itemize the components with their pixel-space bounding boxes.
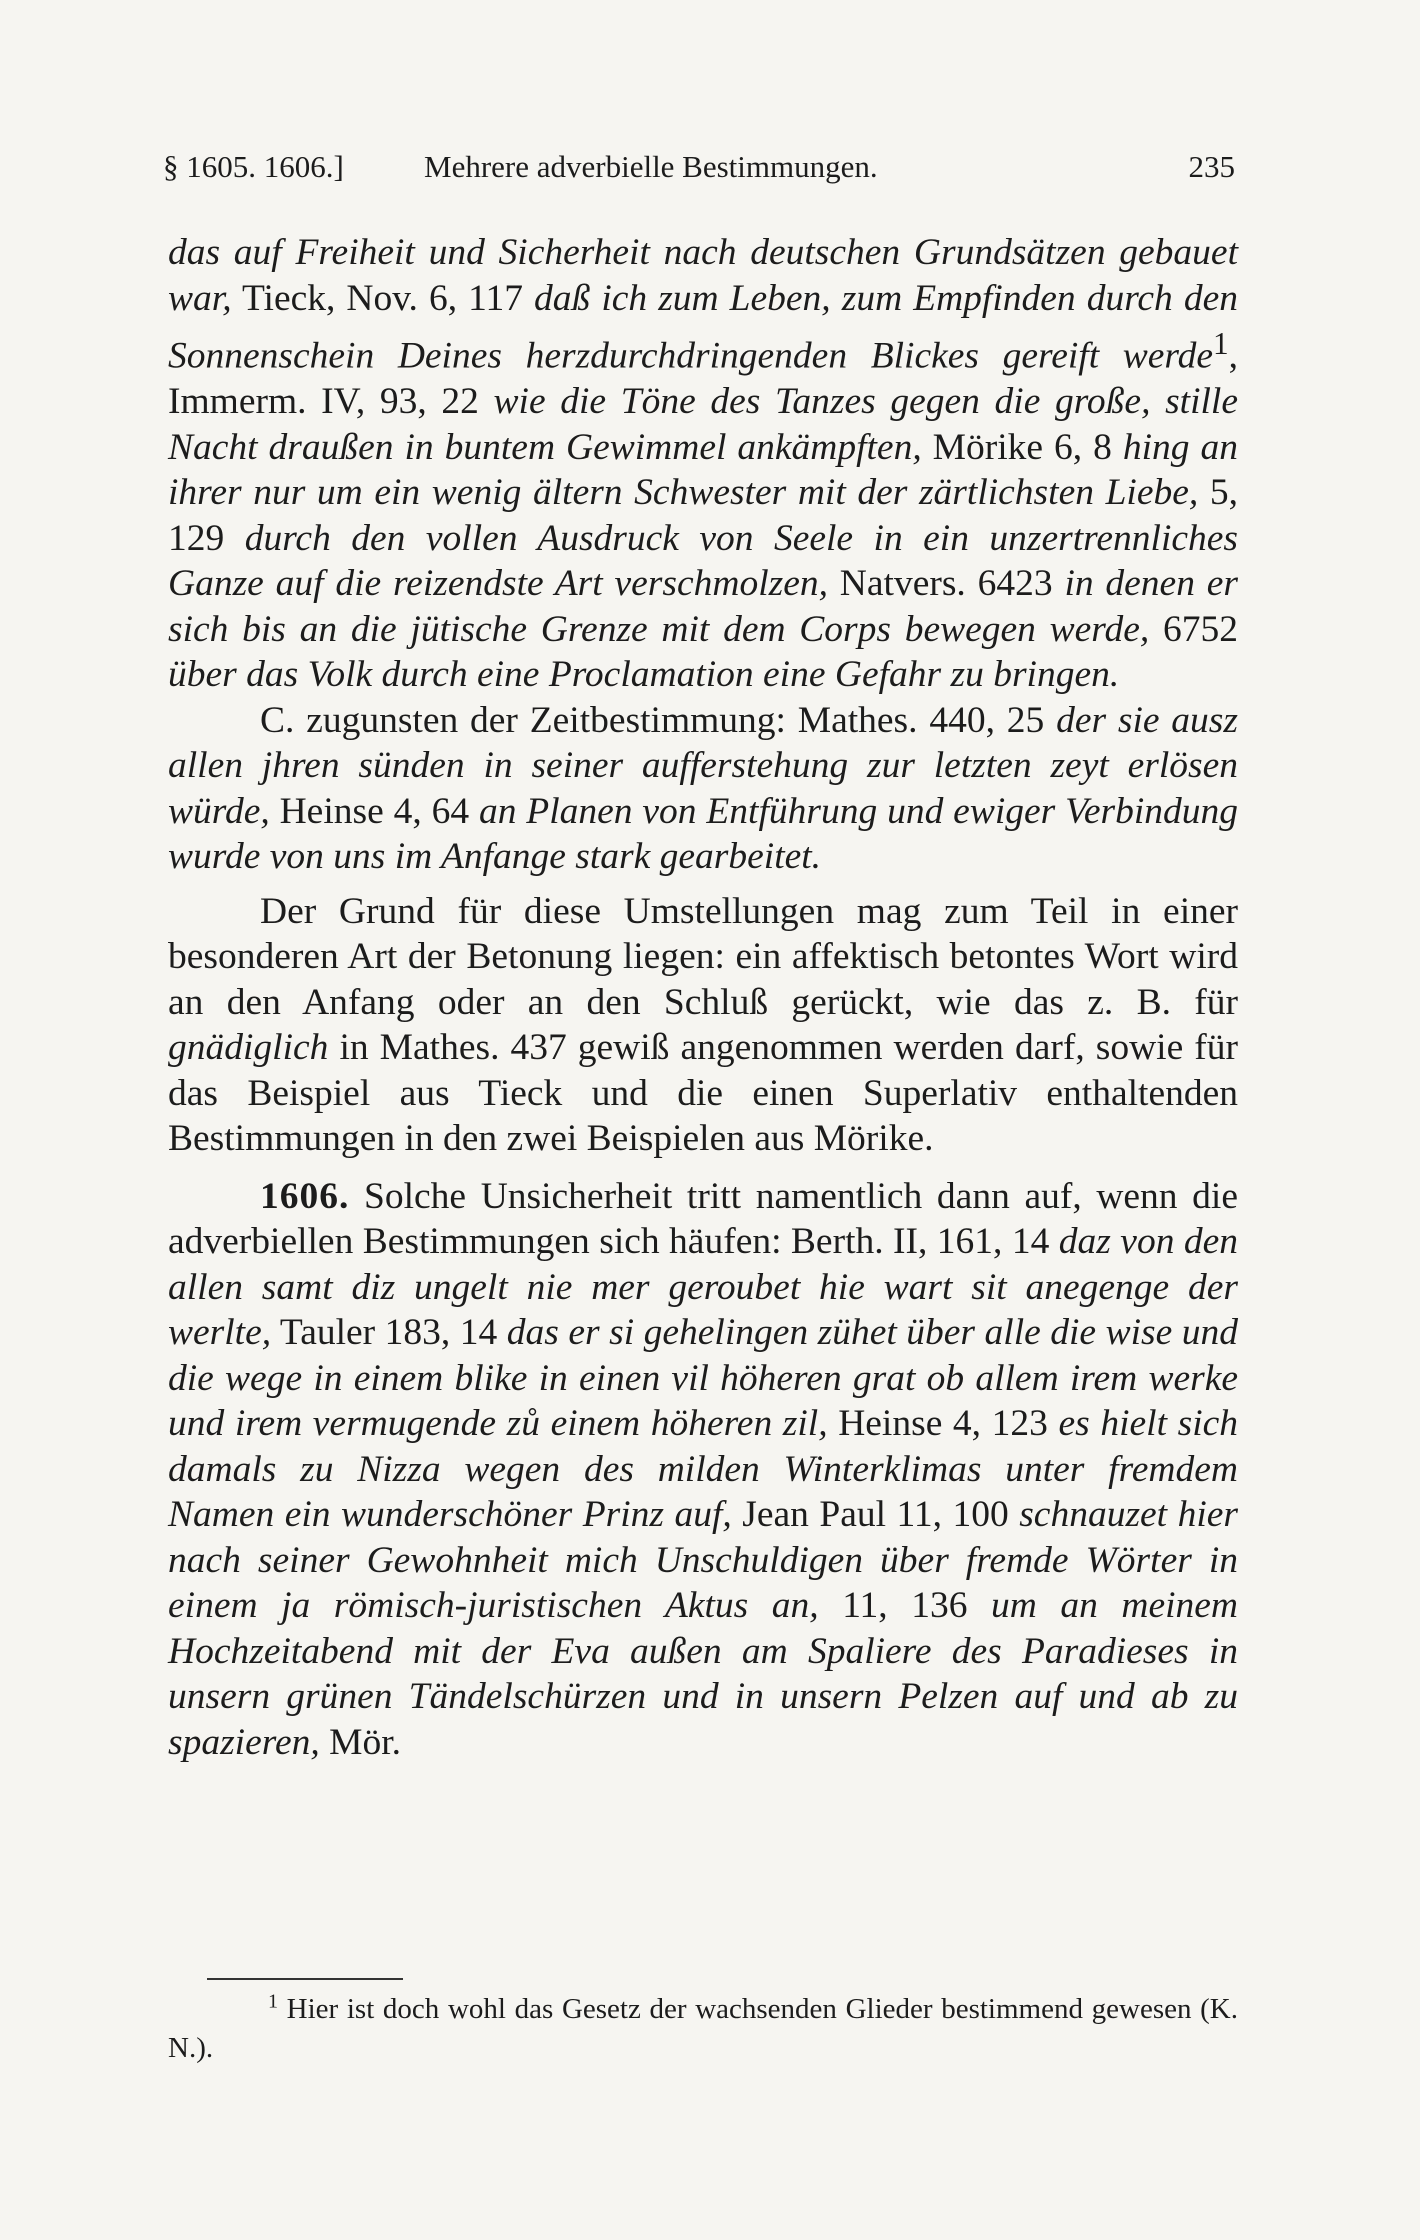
citation: Heinse 4, 64 — [269, 790, 479, 832]
citation: Tieck, Nov. 6, 117 — [231, 277, 535, 319]
footnote-text: Hier ist doch wohl das Gesetz der wachsenden Glieder bestimmend gewesen (K. N.). — [168, 1993, 1238, 2064]
section-reference: § 1605. 1606.] — [163, 149, 344, 184]
quote: über das Volk durch eine Proclamation eine Gefahr zu bringen. — [168, 654, 1120, 695]
paragraph-c-zeitbestimmung — [168, 698, 1238, 880]
main-text — [168, 230, 1238, 1765]
quote: in denen er sich bis an die jütische Grenze mit dem Corps bewegen werde, — [168, 563, 1239, 650]
paragraph-1606 — [168, 1174, 1238, 1766]
page-header — [163, 145, 1235, 189]
quote: an Planen von Entführung und ewiger Verbindung wurde von uns im Anfange stark gearbeitet. — [168, 790, 1239, 877]
emphasized-word: gnädiglich — [168, 1027, 329, 1068]
text-run: in Mathes. 437 gewiß angenommen werden darf, sowie für das Beispiel aus Tieck und die einen Superlativ enthaltenden Bestimmungen in den zwei Beispielen aus Mörike. — [168, 1027, 1238, 1159]
quote: durch den vollen Ausdruck von Seele in ein unzertrennliches Ganze auf die reizendste Art verschmolzen, — [168, 517, 1238, 604]
citation: Mörike 6, 8 — [921, 426, 1123, 468]
citation: Tauler 183, 14 — [271, 1312, 507, 1353]
quote: wie die Töne des Tanzes gegen die große, stille Nacht draußen in buntem Gewimmel ankämpften, — [168, 381, 1238, 468]
citation: 6752 — [1149, 608, 1239, 650]
quote: der sie ausz allen jhren sünden in seiner aufferstehung zur letzten zeyt erlösen würde, — [168, 699, 1238, 832]
citation: 11, 136 — [818, 1585, 991, 1626]
running-title: Mehrere adverbielle Bestimmungen. — [424, 149, 878, 184]
citation: Natvers. 6423 — [828, 563, 1065, 604]
quote: schnauzet hier nach seiner Gewohnheit mich Unschuldigen über fremde Wörter in einem ja römisch-juristischen Aktus an, — [168, 1494, 1238, 1626]
paragraph-grund — [168, 889, 1238, 1162]
footnote — [168, 1990, 1238, 2068]
paragraph-examples-continued — [168, 230, 1238, 698]
section-number: 1606. — [260, 1175, 350, 1217]
quote: hing an ihrer nur um ein wenig ältern Schwester mit der zärtlichsten Liebe, — [168, 426, 1238, 513]
footnote-divider — [207, 1978, 403, 1980]
quote: es hielt sich damals zu Nizza wegen des milden Winterklimas unter fremdem Namen ein wunderschöner Prinz auf, — [168, 1403, 1239, 1535]
page-number: 235 — [1188, 149, 1235, 184]
quote: daz von den allen samt diz ungelt nie mer geroubet hie wart sit anegenge der werlte, — [168, 1221, 1239, 1353]
citation: C. zugunsten der Zeitbestimmung: Mathes. 440, 25 — [260, 699, 1057, 741]
footnote-mark: 1 — [268, 1990, 278, 2013]
citation: Heinse 4, 123 — [827, 1403, 1059, 1444]
quote: das auf Freiheit und Sicherheit nach deutschen Grundsätzen gebauet war, — [168, 232, 1238, 319]
citation: , Immerm. IV, 93, 22 — [168, 335, 1238, 422]
text-run: Der Grund für diese Umstellungen mag zum Teil in einer besonderen Art der Betonung liegen: ein affektisch betontes Wort wird an den Anfang oder an den Schluß gerückt, wie das z. B. für — [168, 890, 1238, 1023]
quote: daß ich zum Leben, zum Empfinden durch den Sonnenschein Deines herzdurchdringenden Blickes gereift werde — [168, 277, 1238, 377]
citation: Jean Paul 11, 100 — [731, 1494, 1020, 1535]
footnote-reference: 1 — [1213, 326, 1229, 361]
citation: Mör. — [319, 1721, 401, 1763]
citation: 5, 129 — [168, 472, 1239, 559]
quote: das er si gehelingen zühet über alle die wise und die wege in einem blike in einen vil höheren grat ob allem irem werke und irem vermugende zů einem höheren zil, — [168, 1312, 1238, 1444]
quote: um an meinem Hochzeitabend mit der Eva außen am Spaliere des Paradieses in unsern grünen Tändelschürzen und in unsern Pelzen auf und ab zu spazieren, — [168, 1585, 1238, 1763]
text-run: Solche Unsicherheit tritt namentlich dann auf, wenn die adverbiellen Bestimmungen sich häufen: Berth. II, 161, 14 — [168, 1175, 1238, 1262]
